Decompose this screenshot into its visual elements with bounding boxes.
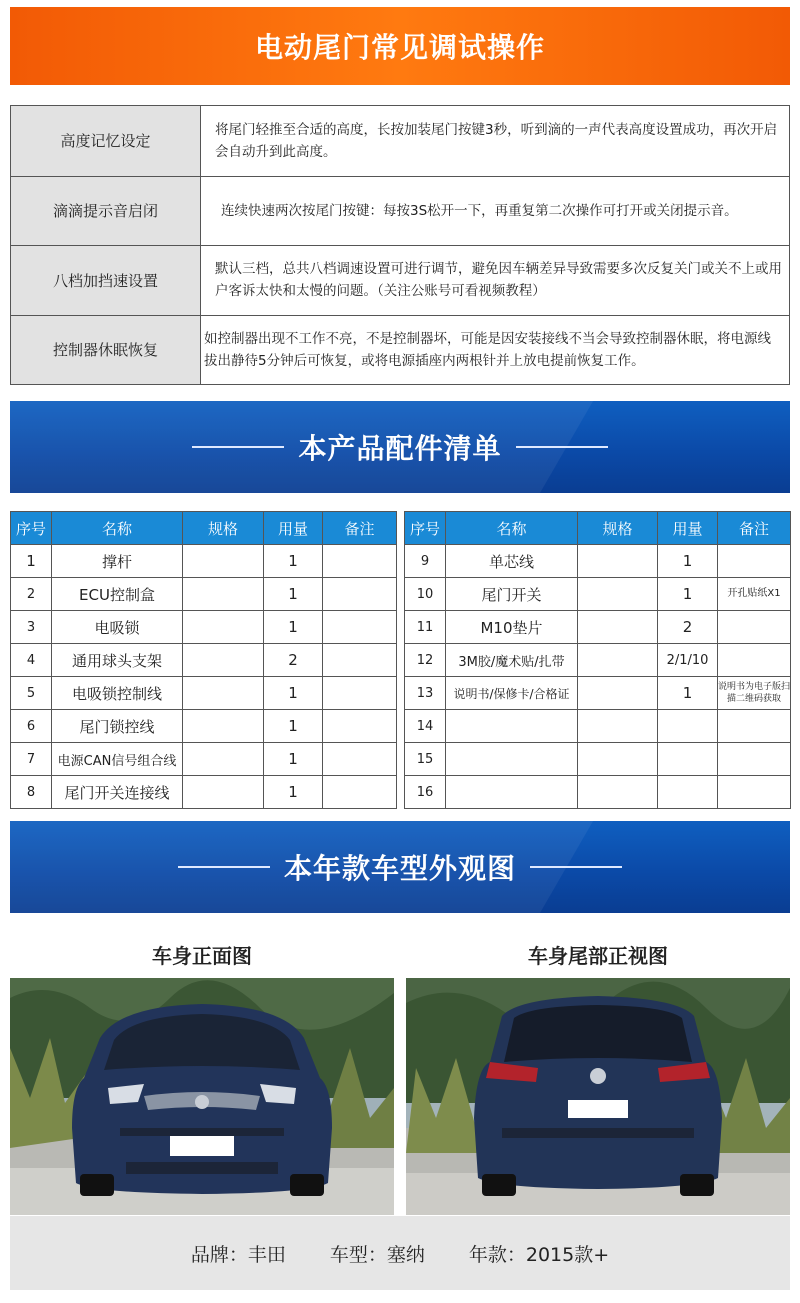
cell-qty: 1 bbox=[658, 545, 718, 578]
brand-label: 品牌：丰田 bbox=[190, 1243, 286, 1266]
cell-note bbox=[718, 644, 791, 677]
cell-qty: 2/1/10 bbox=[658, 644, 718, 677]
cell-spec bbox=[183, 677, 264, 710]
cell-name: 通用球头支架 bbox=[52, 644, 183, 677]
rear-car-illustration bbox=[406, 978, 790, 1215]
cell-no: 3 bbox=[11, 611, 52, 644]
cell-note bbox=[323, 644, 397, 677]
settings-key: 高度记忆设定 bbox=[11, 106, 201, 176]
table-row bbox=[405, 743, 791, 776]
cell-no: 11 bbox=[405, 611, 446, 644]
cell-name: 尾门锁控线 bbox=[52, 710, 183, 743]
cell-spec bbox=[578, 578, 658, 611]
settings-row bbox=[11, 176, 789, 246]
banner-line-left bbox=[192, 446, 284, 448]
cell-note: 开孔贴纸X1 bbox=[718, 578, 791, 611]
cell-spec bbox=[183, 611, 264, 644]
cell-name: 单芯线 bbox=[446, 545, 578, 578]
cell-name: 尾门开关 bbox=[446, 578, 578, 611]
table-row bbox=[11, 578, 397, 611]
year-label: 年款：2015款+ bbox=[468, 1243, 610, 1266]
table-row bbox=[405, 545, 791, 578]
table-row bbox=[405, 677, 791, 710]
cell-no: 16 bbox=[405, 776, 446, 809]
cell-no: 12 bbox=[405, 644, 446, 677]
rear-photo-caption: 车身尾部正视图 bbox=[528, 944, 668, 968]
settings-row bbox=[11, 315, 789, 385]
header-note: 备注 bbox=[323, 512, 397, 545]
cell-note bbox=[323, 545, 397, 578]
table-row bbox=[11, 677, 397, 710]
cell-qty: 1 bbox=[264, 743, 323, 776]
model-label: 车型：塞纳 bbox=[329, 1243, 425, 1266]
cell-name: 电源CAN信号组合线 bbox=[52, 743, 183, 776]
parts-table-left bbox=[10, 511, 397, 809]
header-name: 名称 bbox=[446, 512, 578, 545]
cell-note bbox=[323, 743, 397, 776]
cell-qty: 1 bbox=[264, 578, 323, 611]
settings-value: 将尾门轻推至合适的高度，长按加装尾门按键3秒，听到滴的一声代表高度设置成功，再次开启会自动升到此高度。 bbox=[215, 121, 778, 160]
rear-car-photo bbox=[406, 978, 790, 1215]
cell-no: 8 bbox=[11, 776, 52, 809]
cell-no: 13 bbox=[405, 677, 446, 710]
settings-row bbox=[11, 106, 789, 176]
cell-note bbox=[323, 677, 397, 710]
header-qty: 用量 bbox=[264, 512, 323, 545]
header-spec: 规格 bbox=[578, 512, 658, 545]
cell-spec bbox=[578, 644, 658, 677]
cell-name: 电吸锁控制线 bbox=[52, 677, 183, 710]
cell-qty: 1 bbox=[264, 611, 323, 644]
cell-note bbox=[718, 611, 791, 644]
front-car-photo bbox=[10, 978, 394, 1215]
cell-name: 尾门开关连接线 bbox=[52, 776, 183, 809]
cell-qty: 1 bbox=[264, 710, 323, 743]
cell-qty: 2 bbox=[264, 644, 323, 677]
cell-no: 15 bbox=[405, 743, 446, 776]
cell-no: 14 bbox=[405, 710, 446, 743]
table-header-row bbox=[405, 512, 791, 545]
parts-banner bbox=[10, 401, 790, 493]
cell-name bbox=[446, 776, 578, 809]
cell-qty bbox=[658, 743, 718, 776]
cell-no: 4 bbox=[11, 644, 52, 677]
cell-name: 说明书/保修卡/合格证 bbox=[446, 677, 578, 710]
front-car-illustration bbox=[10, 978, 394, 1215]
cell-no: 7 bbox=[11, 743, 52, 776]
banner-line-right bbox=[530, 866, 622, 868]
cell-name bbox=[446, 710, 578, 743]
cell-note bbox=[323, 710, 397, 743]
table-row bbox=[11, 776, 397, 809]
cell-note: 说明书为电子版扫描二维码获取 bbox=[718, 677, 791, 710]
banner-line-left bbox=[178, 866, 270, 868]
header-note: 备注 bbox=[718, 512, 791, 545]
cell-note bbox=[323, 611, 397, 644]
table-row bbox=[11, 743, 397, 776]
cell-note bbox=[323, 578, 397, 611]
cell-qty bbox=[658, 710, 718, 743]
cell-spec bbox=[578, 611, 658, 644]
cell-qty bbox=[658, 776, 718, 809]
settings-value: 连续快速两次按尾门按键：每按3S松开一下，再重复第二次操作可打开或关闭提示音。 bbox=[221, 202, 738, 219]
cell-no: 5 bbox=[11, 677, 52, 710]
cell-qty: 2 bbox=[658, 611, 718, 644]
parts-banner-title: 本产品配件清单 bbox=[298, 432, 502, 465]
table-row bbox=[11, 644, 397, 677]
table-row bbox=[405, 710, 791, 743]
exterior-banner-title: 本年款车型外观图 bbox=[283, 852, 516, 885]
vehicle-info-footer bbox=[10, 1216, 790, 1290]
cell-name: ECU控制盒 bbox=[52, 578, 183, 611]
cell-qty: 1 bbox=[264, 776, 323, 809]
cell-spec bbox=[183, 710, 264, 743]
cell-spec bbox=[578, 743, 658, 776]
cell-spec bbox=[578, 776, 658, 809]
settings-row bbox=[11, 245, 789, 315]
settings-key: 滴滴提示音启闭 bbox=[11, 177, 201, 246]
cell-qty: 1 bbox=[658, 677, 718, 710]
cell-note bbox=[718, 776, 791, 809]
cell-no: 9 bbox=[405, 545, 446, 578]
front-photo-caption: 车身正面图 bbox=[152, 944, 252, 968]
cell-spec bbox=[183, 644, 264, 677]
settings-key: 控制器休眠恢复 bbox=[11, 316, 201, 385]
cell-spec bbox=[183, 743, 264, 776]
table-header-row bbox=[11, 512, 397, 545]
table-row bbox=[405, 644, 791, 677]
cell-spec bbox=[183, 545, 264, 578]
cell-spec bbox=[578, 710, 658, 743]
header-spec: 规格 bbox=[183, 512, 264, 545]
settings-key: 八档加挡速设置 bbox=[11, 246, 201, 315]
settings-table bbox=[10, 105, 790, 385]
cell-name bbox=[446, 743, 578, 776]
banner-line-right bbox=[516, 446, 608, 448]
cell-spec bbox=[578, 677, 658, 710]
cell-no: 2 bbox=[11, 578, 52, 611]
cell-qty: 1 bbox=[658, 578, 718, 611]
settings-value: 如控制器出现不工作不亮，不是控制器坏，可能是因安装接线不当会导致控制器休眠，将电源线拔出静待5分钟后可恢复，或将电源插座内两根针并上放电提前恢复工作。 bbox=[204, 330, 771, 369]
exterior-banner bbox=[10, 821, 790, 913]
cell-no: 6 bbox=[11, 710, 52, 743]
cell-spec bbox=[183, 578, 264, 611]
cell-name: 3M胶/魔术贴/扎带 bbox=[446, 644, 578, 677]
page-title: 电动尾门常见调试操作 bbox=[254, 31, 545, 64]
cell-name: M10垫片 bbox=[446, 611, 578, 644]
parts-table-right bbox=[404, 511, 791, 809]
cell-no: 10 bbox=[405, 578, 446, 611]
table-row bbox=[11, 611, 397, 644]
header-no: 序号 bbox=[405, 512, 446, 545]
header-qty: 用量 bbox=[658, 512, 718, 545]
header-name: 名称 bbox=[52, 512, 183, 545]
header-no: 序号 bbox=[11, 512, 52, 545]
table-row bbox=[11, 545, 397, 578]
settings-value: 默认三档，总共八档调速设置可进行调节，避免因车辆差异导致需要多次反复关门或关不上或用户客诉太快和太慢的问题。（关注公账号可看视频教程） bbox=[215, 261, 782, 300]
table-row bbox=[405, 578, 791, 611]
cell-note bbox=[718, 545, 791, 578]
cell-no: 1 bbox=[11, 545, 52, 578]
cell-name: 撑杆 bbox=[52, 545, 183, 578]
table-row bbox=[405, 611, 791, 644]
cell-note bbox=[323, 776, 397, 809]
cell-qty: 1 bbox=[264, 677, 323, 710]
cell-qty: 1 bbox=[264, 545, 323, 578]
cell-note bbox=[718, 710, 791, 743]
cell-spec bbox=[578, 545, 658, 578]
cell-note bbox=[718, 743, 791, 776]
table-row bbox=[11, 710, 397, 743]
title-banner bbox=[10, 7, 790, 85]
cell-name: 电吸锁 bbox=[52, 611, 183, 644]
table-row bbox=[405, 776, 791, 809]
cell-spec bbox=[183, 776, 264, 809]
